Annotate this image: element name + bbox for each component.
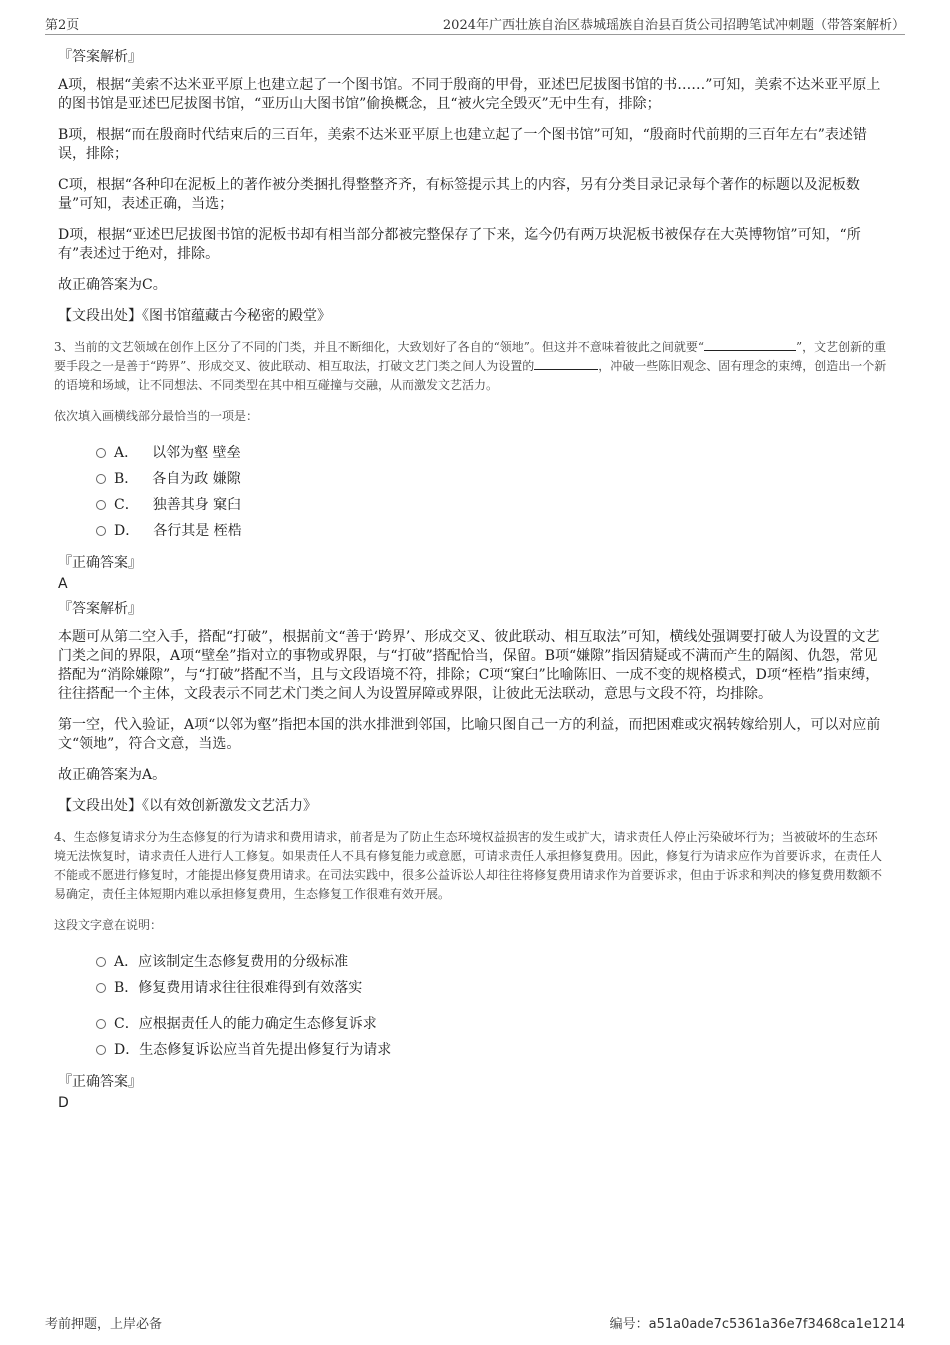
analysis-paragraph: 第一空，代入验证，A项“以邻为壑”指把本国的洪水排泄到邻国，比喻只图自己一方的利益，而把困难或灾祸转嫁给别人，可以对应前文“领地”，符合文意，当选。 <box>58 717 881 752</box>
fill-blank <box>704 338 796 351</box>
radio-icon[interactable] <box>96 957 106 967</box>
option-b[interactable]: B． 各自为政 嫌隙 <box>96 466 888 492</box>
option-d[interactable]: D． 各行其是 桎梏 <box>96 518 888 544</box>
analysis-paragraph: D项，根据“亚述巴尼拔图书馆的泥板书却有相当部分都被完整保存了下来，迄今仍有两万块泥板书被保存在大英博物馆”可知，“所有”表述过于绝对，排除。 <box>58 227 861 262</box>
footer-slogan: 考前押题，上岸必备 <box>45 1317 163 1332</box>
correct-answer-statement: 故正确答案为A。 <box>58 767 167 783</box>
correct-answer: A <box>58 576 68 592</box>
question-stem: 3、当前的文艺领域在创作上区分了不同的门类，并且不断细化，大致划好了各自的“领地”。但这并不意味着彼此之间就要“ ”，文艺创新的重要手段之一是善于“跨界”、形成交叉、彼此联动、相互取法，打破文艺门类之间人为设置的 ，冲破一些陈旧观念、固有理念的束缚，创造出一个新的语境和场域，让不同想法、不同类型在其中相互碰撞与交融，从而激发文艺活力。 <box>54 340 887 392</box>
option-d[interactable]: D．生态修复诉讼应当首先提出修复行为请求 <box>96 1037 888 1063</box>
correct-answer: D <box>58 1095 69 1111</box>
radio-icon[interactable] <box>96 500 106 510</box>
radio-icon[interactable] <box>96 1045 106 1055</box>
option-a[interactable]: A． 以邻为壑 壁垒 <box>96 440 888 466</box>
analysis-paragraph: C项，根据“各种印在泥板上的著作被分类捆扎得整整齐齐，有标签提示其上的内容，另有分类目录记录每个著作的标题以及泥板数量”可知，表述正确，当选； <box>58 177 860 212</box>
option-c[interactable]: C．应根据责任人的能力确定生态修复诉求 <box>96 1011 888 1037</box>
option-a[interactable]: A．应该制定生态修复费用的分级标准 <box>96 949 888 975</box>
radio-icon[interactable] <box>96 474 106 484</box>
option-b[interactable]: B．修复费用请求往往很难得到有效落实 <box>96 975 888 1001</box>
source-citation: 【文段出处】《以有效创新激发文艺活力》 <box>58 798 317 814</box>
analysis-label: 『答案解析』 <box>58 601 142 617</box>
radio-icon[interactable] <box>96 526 106 536</box>
question-prompt: 依次填入画横线部分最恰当的一项是： <box>54 409 259 423</box>
option-list <box>96 440 888 544</box>
page-header <box>45 14 905 35</box>
analysis-paragraph: A项，根据“美索不达米亚平原上也建立起了一个图书馆。不同于殷商的甲骨，亚述巴尼拔图书馆的书……”可知，美索不达米亚平原上的图书馆是亚述巴尼拔图书馆，“亚历山大图书馆”偷换概念，且“被火完全毁灭”无中生有，排除； <box>58 77 881 112</box>
document-code: 编号：a51a0ade7c5361a36e7f3468ca1e1214 <box>609 1317 905 1332</box>
analysis-label: 『答案解析』 <box>58 49 142 65</box>
option-list <box>96 949 888 1063</box>
radio-icon[interactable] <box>96 448 106 458</box>
correct-answer-label: 『正确答案』 <box>58 1074 142 1090</box>
question-prompt: 这段文字意在说明： <box>54 918 163 932</box>
correct-answer-statement: 故正确答案为C。 <box>58 277 167 293</box>
analysis-paragraph: 本题可从第二空入手，搭配“打破”，根据前文“善于‘跨界’、形成交叉、彼此联动、相互取法”可知，横线处强调要打破人为设置的文艺门类之间的界限，A项“壁垒”指对立的事物或界限，与“打破”搭配恰当，保留。B项“嫌隙”指因猜疑或不满而产生的隔阂、仇怨，常见搭配为“消除嫌隙”，与“打破”搭配不当，且与文段语境不符，排除；C项“窠臼”比喻陈旧、一成不变的规格模式，D项“桎梏”指束缚，往往搭配一个主体，文段表示不同艺术门类之间人为设置屏障或界限，让彼此无法联动，意思与文段不符，均排除。 <box>58 629 880 702</box>
radio-icon[interactable] <box>96 1019 106 1029</box>
document-content <box>54 46 888 1117</box>
source-citation: 【文段出处】《图书馆蕴藏古今秘密的殿堂》 <box>58 308 331 324</box>
question-stem: 4、生态修复请求分为生态修复的行为请求和费用请求，前者是为了防止生态环境权益损害的发生或扩大，请求责任人停止污染破坏行为；当被破坏的生态环境无法恢复时，请求责任人进行人工修复。如果责任人不具有修复能力或意愿，可请求责任人承担修复费用。因此，修复行为请求应作为首要诉求，在责任人不能或不愿进行修复时，才能提出修复费用请求。在司法实践中，很多公益诉讼人却往往将修复费用请求作为首要诉求，但由于诉求和判决的修复费用数额不易确定，责任主体短期内难以承担修复费用，生态修复工作很难有效开展。 <box>54 830 883 901</box>
fill-blank <box>534 357 598 370</box>
option-c[interactable]: C． 独善其身 窠臼 <box>96 492 888 518</box>
radio-icon[interactable] <box>96 983 106 993</box>
analysis-paragraph: B项，根据“而在殷商时代结束后的三百年，美索不达米亚平原上也建立起了一个图书馆”可知，“殷商时代前期的三百年左右”表述错误，排除； <box>58 127 867 162</box>
correct-answer-label: 『正确答案』 <box>58 555 142 571</box>
page-number: 第2页 <box>45 18 80 33</box>
document-title: 2024年广西壮族自治区恭城瑶族自治县百货公司招聘笔试冲刺题（带答案解析） <box>442 18 905 33</box>
